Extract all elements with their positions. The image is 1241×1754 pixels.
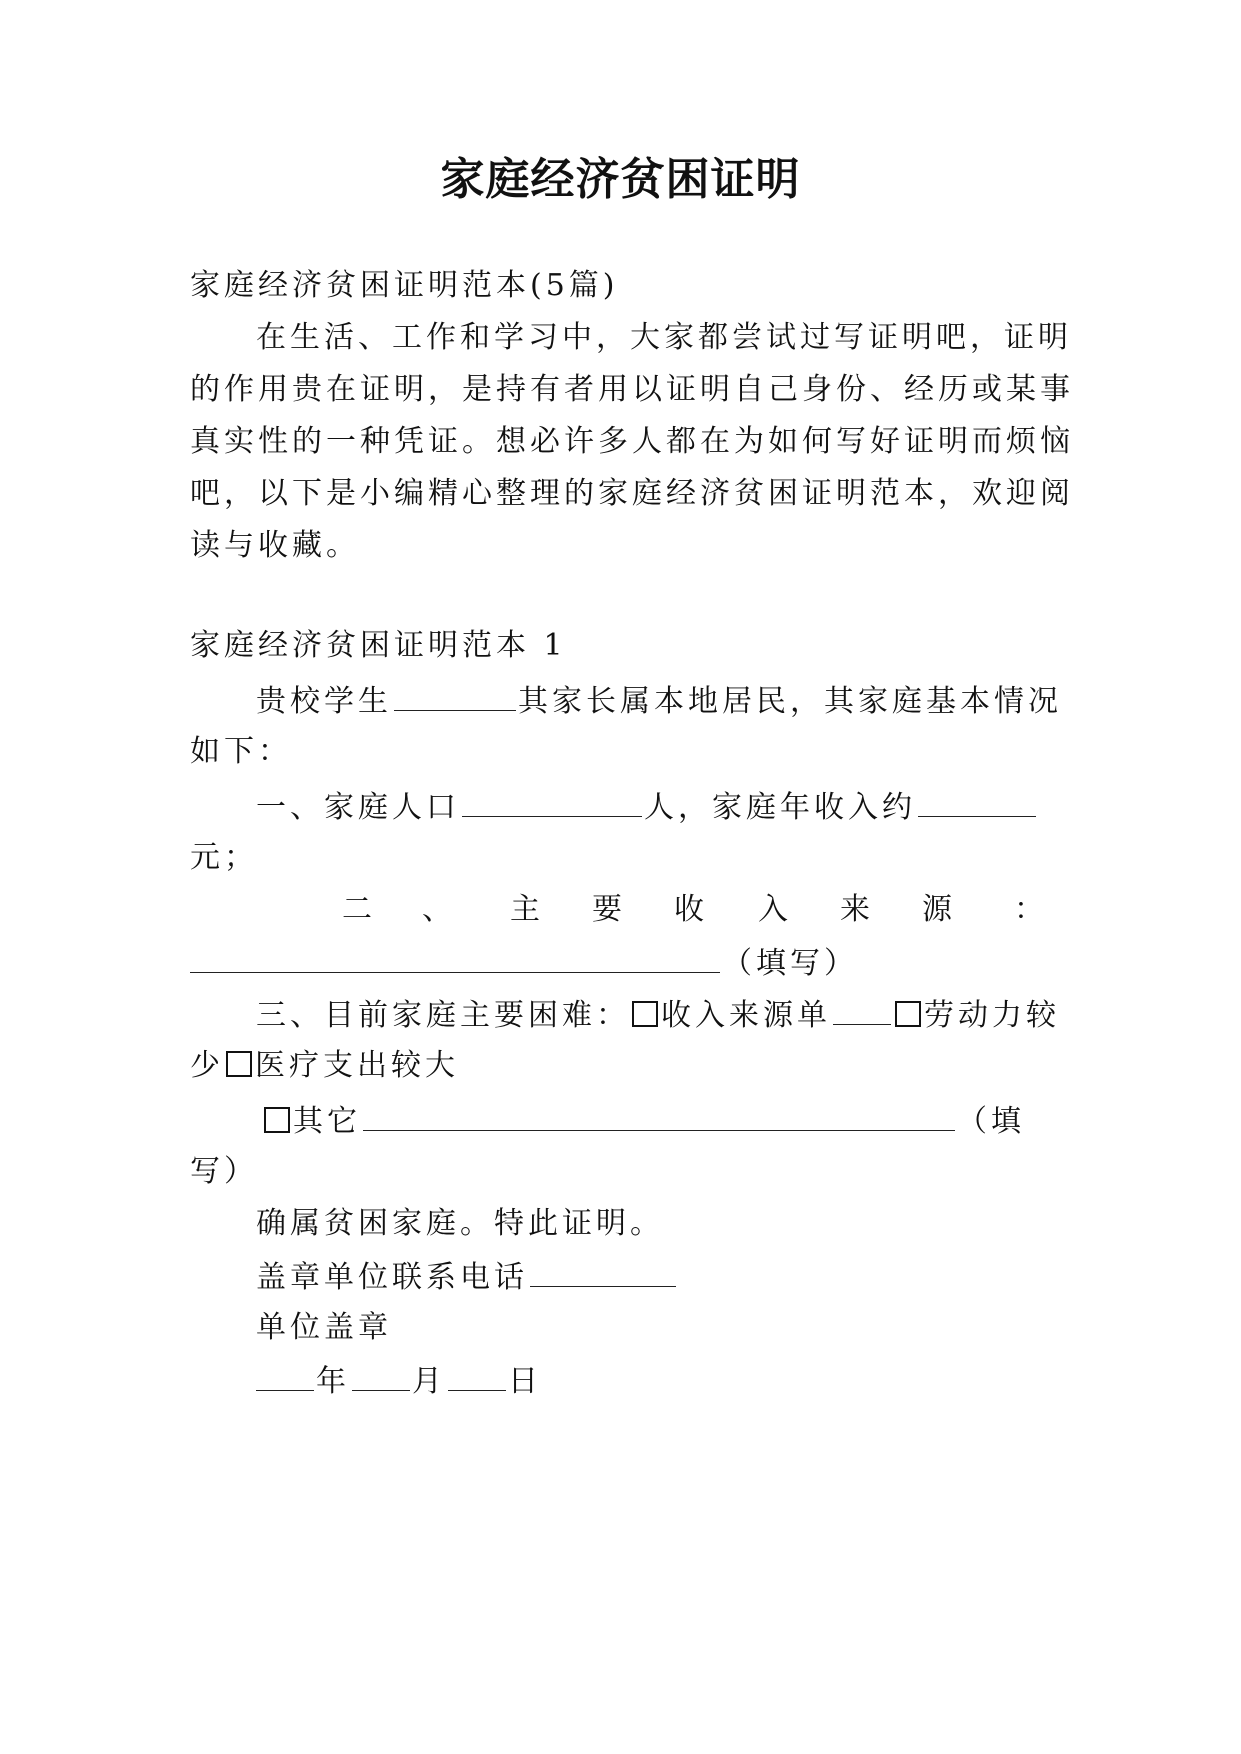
checkbox-other[interactable] (264, 1107, 290, 1133)
confirm-text: 确属贫困家庭。特此证明。 (256, 1206, 664, 1241)
item2-char: 、 (422, 892, 452, 927)
seal-text: 单位盖章 (256, 1310, 392, 1345)
item2-char: 源 (922, 892, 952, 927)
item3-opt4: 其它 (293, 1104, 361, 1139)
item1-line (256, 786, 1038, 828)
checkbox-labor[interactable] (895, 1001, 921, 1027)
date-line (256, 1360, 542, 1402)
phone-label: 盖章单位联系电话 (256, 1260, 528, 1295)
item2-char: 入 (758, 892, 788, 927)
section1-heading: 家庭经济贫困证明范本 1 (190, 628, 567, 663)
family-size-blank[interactable] (462, 786, 642, 817)
item2-heading (190, 890, 1050, 930)
item3-opt2: 劳动力较 (924, 998, 1060, 1033)
intro-line-5: 读与收藏。 (190, 528, 360, 563)
item1-middle: 人，家庭年收入约 (644, 790, 916, 825)
item2-fill-line (190, 942, 858, 984)
item3-prefix: 三、目前家庭主要困难： (256, 998, 630, 1033)
document-title: 家庭经济贫困证明 (440, 154, 801, 205)
intro-line-2: 的作用贵在证明，是持有者用以证明自己身份、经历或某事 (190, 372, 1074, 407)
item3-fill: （填 (957, 1104, 1025, 1139)
item3-opt3: 医疗支出较大 (255, 1048, 459, 1083)
checkbox-single-income[interactable] (632, 1001, 658, 1027)
intro-line-4: 吧，以下是小编精心整理的家庭经济贫困证明范本，欢迎阅 (190, 476, 1074, 511)
annual-income-blank[interactable] (918, 786, 1036, 817)
item3-fill-cont: 写） (190, 1154, 258, 1189)
item3-line (256, 994, 1060, 1036)
day-blank[interactable] (448, 1360, 506, 1391)
item1-cont: 元； (190, 840, 258, 875)
item2-char: 二 (342, 892, 372, 927)
student-name-blank[interactable] (394, 680, 516, 711)
item2-char: 收 (674, 892, 704, 927)
date-day: 日 (508, 1364, 542, 1399)
item2-suffix: （填写） (722, 946, 858, 981)
item2-char: 来 (840, 892, 870, 927)
item3-cont (190, 1046, 459, 1086)
year-blank[interactable] (256, 1360, 314, 1391)
date-year: 年 (316, 1364, 350, 1399)
phone-blank[interactable] (530, 1256, 676, 1287)
income-source-blank[interactable] (190, 942, 720, 973)
checkbox-medical[interactable] (226, 1051, 252, 1077)
item1-prefix: 一、家庭人口 (256, 790, 460, 825)
document-subtitle: 家庭经济贫困证明范本(5篇) (190, 268, 619, 303)
intro-line-1: 在生活、工作和学习中，大家都尝试过写证明吧，证明 (256, 320, 1072, 355)
other-blank[interactable] (363, 1100, 955, 1131)
item2-char: ： (1014, 892, 1044, 927)
item2-char: 要 (592, 892, 622, 927)
item3-cont-prefix: 少 (190, 1048, 224, 1083)
item3-blank[interactable] (833, 994, 891, 1025)
student-line-cont: 如下： (190, 734, 292, 769)
item3-opt1: 收入来源单 (661, 998, 831, 1033)
student-line-after: 其家长属本地居民，其家庭基本情况 (518, 684, 1062, 719)
student-line (256, 680, 1062, 722)
item2-char: 主 (510, 892, 540, 927)
item3-other-line (262, 1100, 1025, 1142)
intro-line-3: 真实性的一种凭证。想必许多人都在为如何写好证明而烦恼 (190, 424, 1074, 459)
month-blank[interactable] (352, 1360, 410, 1391)
student-label: 贵校学生 (256, 684, 392, 719)
phone-line (256, 1256, 678, 1298)
date-month: 月 (412, 1364, 446, 1399)
